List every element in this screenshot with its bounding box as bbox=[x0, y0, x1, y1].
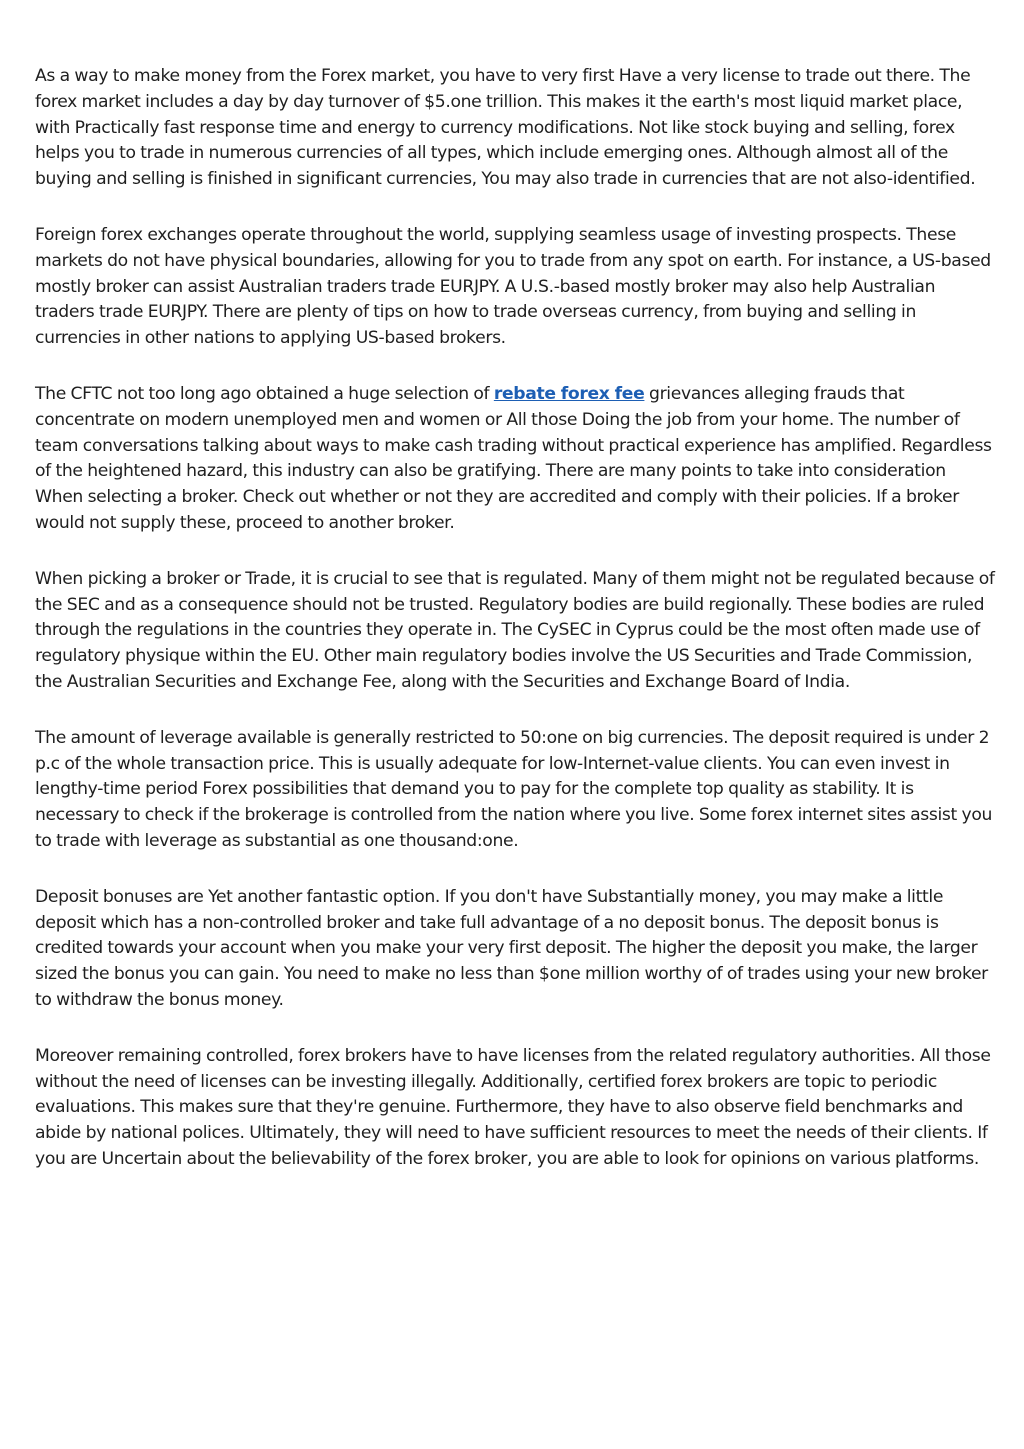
paragraph-text-before-link: The CFTC not too long ago obtained a huge selection of bbox=[35, 383, 494, 404]
paragraph-deposit-bonuses: Deposit bonuses are Yet another fantastic option. If you don't have Substantially money, you may make a little deposit which has a non-controlled broker and take full advantage of a no deposit bonus. The deposit bonus is credited towards your account when you make your very first deposit. The higher the deposit you make, the larger sized the bonus you can gain. You need to make no less than $one million worthy of of trades using your new broker to withdraw the bonus money. bbox=[35, 886, 988, 1010]
paragraph-leverage: The amount of leverage available is generally restricted to 50:one on big currencies. The deposit required is under 2 p.c of the whole transaction price. This is usually adequate for low-Internet-value clients. You can even invest in lengthy-time period Forex possibilities that demand you to pay for the complete top quality as stability. It is necessary to check if the brokerage is controlled from the nation where you live. Some forex internet sites assist you to trade with leverage as substantial as one thousand:one. bbox=[35, 727, 993, 851]
rebate-forex-fee-link[interactable]: rebate forex fee bbox=[493, 383, 645, 404]
paragraph-regulation: When picking a broker or Trade, it is crucial to see that is regulated. Many of them might not be regulated because of the SEC and as a consequence should not be trusted. Regulatory bodies are build regionally. These bodies are ruled through the regulations in the countries they operate in. The CySEC in Cyprus could be the most often made use of regulatory physique within the EU. Other main regulatory bodies involve the US Securities and Trade Commission, the Australian Securities and Exchange Fee, along with the Securities and Exchange Board of India. bbox=[35, 568, 995, 692]
paragraph-cftc-grievances bbox=[35, 382, 995, 537]
document-body bbox=[35, 64, 995, 1173]
paragraph-forex-intro: As a way to make money from the Forex market, you have to very first Have a very license to trade out there. The forex market includes a day by day turnover of $5.one trillion. This makes it the earth's most liquid market place, with Practically fast response time and energy to currency modifications. Not like stock buying and selling, forex helps you to trade in numerous currencies of all types, which include emerging ones. Although almost all of the buying and selling is finished in significant currencies, You may also trade in currencies that are not also-identified. bbox=[35, 66, 976, 190]
paragraph-foreign-exchanges: Foreign forex exchanges operate throughout the world, supplying seamless usage of investing prospects. These markets do not have physical boundaries, allowing for you to trade from any spot on earth. For instance, a US-based mostly broker can assist Australian traders trade EURJPY. A U.S.-based mostly broker may also help Australian traders trade EURJPY. There are plenty of tips on how to trade overseas currency, from buying and selling in currencies in other nations to applying US-based brokers. bbox=[35, 224, 991, 349]
paragraph-licenses: Moreover remaining controlled, forex brokers have to have licenses from the related regulatory authorities. All those without the need of licenses can be investing illegally. Additionally, certified forex brokers are topic to periodic evaluations. This makes sure that they're genuine. Furthermore, they have to also observe field benchmarks and abide by national polices. Ultimately, they will need to have sufficient resources to meet the needs of their clients. If you are Uncertain about the believability of the forex broker, you are able to look for opinions on various platforms. bbox=[35, 1045, 991, 1169]
paragraph-text-after-link: grievances alleging frauds that concentrate on modern unemployed men and women or All those Doing the job from your home. The number of team conversations talking about ways to make cash trading without practical experience has amplified. Regardless of the heightened hazard, this industry can also be gratifying. There are many points to take into consideration When selecting a broker. Check out whether or not they are accredited and comply with their policies. If a broker would not supply these, proceed to another broker. bbox=[35, 383, 992, 533]
